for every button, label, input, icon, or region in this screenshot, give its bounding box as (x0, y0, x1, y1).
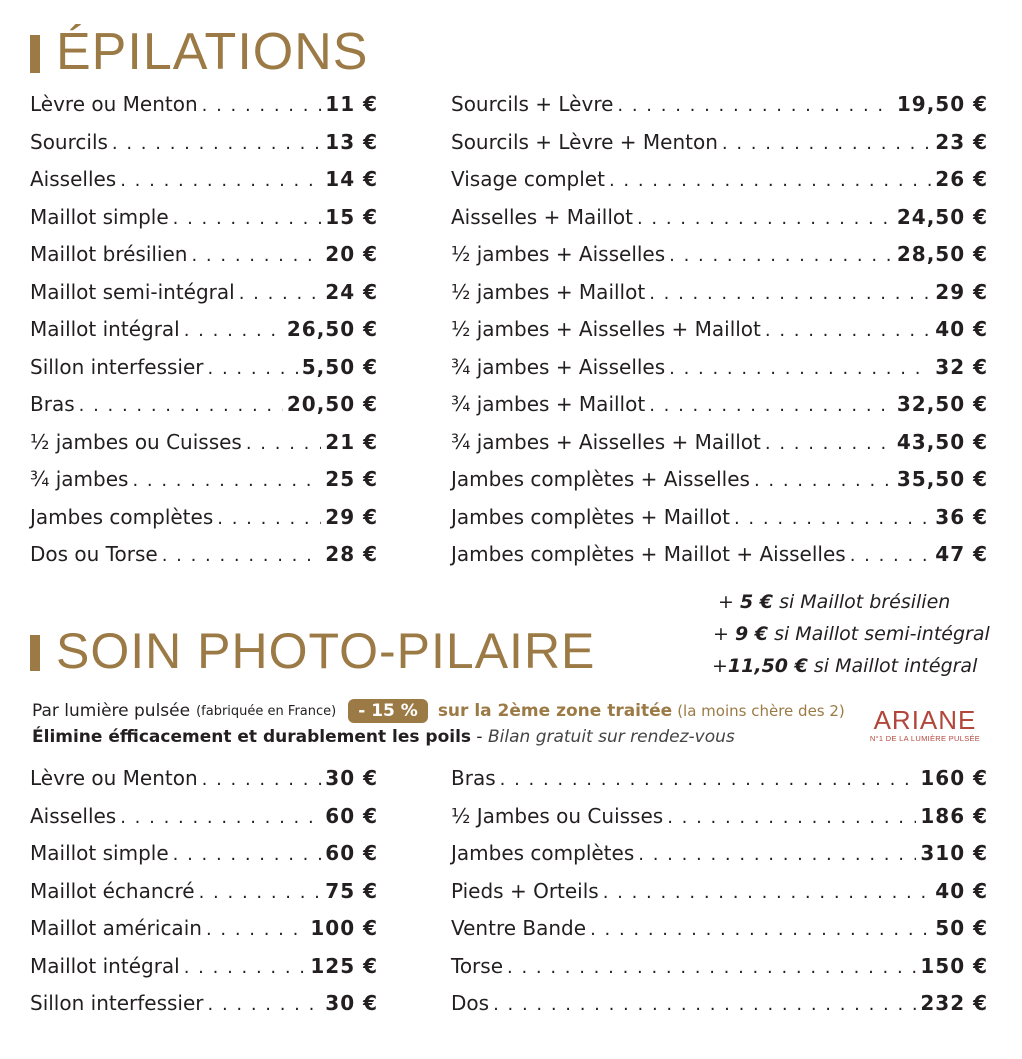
supplement-prefix: + (712, 655, 728, 677)
service-price: 20,50 € (286, 392, 378, 416)
service-price: 28,50 € (896, 242, 988, 266)
service-label: ½ jambes + Maillot (451, 279, 646, 304)
price-row (30, 130, 378, 168)
claim-note: Bilan gratuit sur rendez-vous (487, 727, 735, 747)
service-price: 47 € (935, 542, 988, 566)
service-price: 24,50 € (896, 204, 988, 229)
service-price: 25 € (325, 467, 378, 491)
dot-leader (603, 882, 932, 903)
service-label: Bras (30, 392, 75, 416)
dot-leader (500, 769, 917, 790)
discount-badge: - 15 % (348, 699, 428, 723)
service-price: 60 € (325, 803, 378, 828)
epilations-price-list-right (451, 92, 988, 580)
service-label: ¾ jambes + Maillot (451, 392, 646, 416)
service-label: Aisselles (30, 803, 117, 828)
price-row (451, 167, 988, 205)
service-price: 14 € (325, 167, 378, 191)
price-row (30, 467, 378, 505)
service-label: Sourcils + Lèvre + Menton (451, 129, 718, 154)
service-price: 28 € (325, 542, 378, 566)
service-price: 5,50 € (301, 354, 378, 379)
service-price: 60 € (325, 841, 378, 865)
price-row (30, 205, 378, 243)
service-price: 11 € (325, 92, 378, 116)
service-label: Jambes complètes + Maillot (451, 504, 730, 529)
price-row (451, 766, 988, 804)
service-label: Lèvre ou Menton (30, 92, 198, 116)
service-price: 310 € (920, 841, 988, 865)
service-label: Sourcils + Lèvre (451, 92, 614, 116)
dot-leader (765, 320, 931, 341)
service-price: 40 € (935, 317, 988, 341)
service-price: 26 € (935, 167, 988, 191)
price-row (30, 542, 378, 580)
price-row (451, 430, 988, 468)
service-label: ½ jambes ou Cuisses (30, 429, 242, 454)
service-label: Sillon interfessier (30, 991, 204, 1015)
service-label: Maillot intégral (30, 953, 180, 978)
supplement-amount: 9 € (734, 623, 769, 645)
dot-leader (199, 882, 322, 903)
dot-leader (202, 95, 322, 116)
service-label: Aisselles + Maillot (451, 204, 633, 229)
supplement-prefix: + (713, 623, 735, 645)
dot-leader (649, 283, 931, 304)
dot-leader (173, 844, 322, 865)
price-row (451, 954, 988, 992)
price-row (30, 841, 378, 879)
offer-note: (la moins chère des 2) (677, 702, 845, 720)
dot-leader (754, 470, 893, 491)
dot-leader (173, 208, 322, 229)
price-row (451, 991, 988, 1029)
price-row (30, 879, 378, 917)
service-price: 26,50 € (286, 317, 378, 341)
dot-leader (669, 245, 893, 266)
service-label: Maillot simple (30, 204, 169, 229)
service-label: Jambes complètes (451, 841, 635, 865)
price-row (451, 130, 988, 168)
supplement-amount: 11,50 € (727, 655, 808, 677)
service-label: Aisselles (30, 167, 117, 191)
service-label: Maillot simple (30, 841, 169, 865)
title-bar-decoration (30, 35, 40, 73)
service-price: 19,50 € (896, 92, 988, 116)
dot-leader (120, 807, 321, 828)
price-row (451, 879, 988, 917)
dot-leader (765, 433, 893, 454)
price-row (30, 355, 378, 393)
service-label: ½ Jambes ou Cuisses (451, 803, 664, 828)
dot-leader (120, 170, 321, 191)
price-row (30, 766, 378, 804)
service-label: Sillon interfessier (30, 354, 204, 379)
service-label: Maillot semi-intégral (30, 279, 235, 304)
service-label: ¾ jambes + Aisselles + Maillot (451, 429, 761, 454)
dot-leader (132, 470, 321, 491)
service-price: 30 € (325, 766, 378, 790)
price-row (451, 317, 988, 355)
service-price: 23 € (935, 129, 988, 154)
dot-leader (850, 545, 932, 566)
dot-leader (590, 919, 931, 940)
service-price: 35,50 € (896, 467, 988, 491)
price-row (451, 205, 988, 243)
price-row (30, 505, 378, 543)
dot-leader (667, 807, 916, 828)
dot-leader (617, 95, 892, 116)
service-label: Bras (451, 766, 496, 790)
dot-leader (637, 208, 893, 229)
claim-separator: - (471, 727, 488, 747)
service-label: Maillot américain (30, 916, 202, 940)
claim-text: Élimine éfficacement et durablement les poils (32, 727, 472, 747)
service-price: 160 € (920, 766, 988, 790)
supplement-line (700, 650, 990, 682)
service-label: Ventre Bande (451, 916, 587, 940)
supplement-amount: 5 € (739, 591, 774, 613)
service-price: 21 € (325, 429, 378, 454)
price-row (451, 392, 988, 430)
service-price: 100 € (310, 916, 378, 940)
price-row (30, 317, 378, 355)
service-price: 43,50 € (896, 429, 988, 454)
service-price: 13 € (325, 129, 378, 154)
supplement-text: si Maillot semi-intégral (768, 623, 990, 645)
price-row (451, 542, 988, 580)
price-row (451, 916, 988, 954)
service-label: Dos ou Torse (30, 542, 158, 566)
service-price: 232 € (920, 991, 988, 1015)
service-price: 29 € (325, 504, 378, 529)
dot-leader (206, 919, 306, 940)
price-row (30, 430, 378, 468)
dot-leader (669, 358, 931, 379)
service-label: Maillot intégral (30, 317, 180, 341)
service-price: 75 € (325, 878, 378, 903)
dot-leader (734, 508, 931, 529)
offer-text: sur la 2ème zone traitée (437, 701, 673, 721)
price-row (451, 355, 988, 393)
service-price: 40 € (935, 878, 988, 903)
price-row (451, 92, 988, 130)
offer-line (32, 697, 872, 725)
price-row (451, 841, 988, 879)
service-label: ¾ jambes + Aisselles (451, 354, 666, 379)
photo-pilaire-info (32, 697, 872, 747)
price-row (451, 242, 988, 280)
service-price: 24 € (325, 279, 378, 304)
service-price: 15 € (325, 204, 378, 229)
price-row (30, 916, 378, 954)
service-label: Jambes complètes + Aisselles (451, 467, 750, 491)
supplement-text: si Maillot brésilien (773, 591, 951, 613)
price-row (30, 280, 378, 318)
dot-leader (638, 844, 916, 865)
dot-leader (112, 133, 321, 154)
dot-leader (722, 133, 931, 154)
service-price: 36 € (935, 504, 988, 529)
supplement-prefix: + (718, 591, 740, 613)
dot-leader (208, 358, 298, 379)
service-price: 50 € (935, 916, 988, 940)
maillot-supplements (700, 586, 990, 682)
brand-name: ARIANE (873, 705, 977, 735)
dot-leader (246, 433, 321, 454)
price-row (30, 804, 378, 842)
service-price: 29 € (935, 279, 988, 304)
dot-leader (162, 545, 322, 566)
service-price: 150 € (920, 953, 988, 978)
service-label: Dos (451, 991, 490, 1015)
service-label: Sourcils (30, 129, 108, 154)
service-label: ½ jambes + Aisselles (451, 242, 666, 266)
price-row (451, 505, 988, 543)
dot-leader (493, 994, 916, 1015)
service-label: Maillot échancré (30, 878, 195, 903)
price-row (30, 92, 378, 130)
dot-leader (184, 320, 283, 341)
title-bar-decoration (30, 635, 40, 671)
service-price: 32 € (935, 354, 988, 379)
claim-line (32, 727, 872, 747)
dot-leader (208, 994, 322, 1015)
price-row (30, 242, 378, 280)
photo-pilaire-title-text: SOIN PHOTO-PILAIRE (56, 623, 596, 679)
photo-pilaire-price-list-left (30, 766, 378, 1029)
dot-leader (239, 283, 322, 304)
epilations-title-text: ÉPILATIONS (56, 23, 369, 81)
photo-pilaire-title (30, 622, 595, 680)
service-price: 20 € (325, 242, 378, 266)
price-row (451, 280, 988, 318)
dot-leader (609, 170, 931, 191)
price-row (451, 467, 988, 505)
supplement-line (700, 586, 990, 618)
price-row (451, 804, 988, 842)
intro-small-text: (fabriquée en France) (196, 703, 337, 719)
epilations-price-list-left (30, 92, 378, 580)
dot-leader (217, 508, 321, 529)
photo-pilaire-price-list-right (451, 766, 988, 1029)
price-row (30, 392, 378, 430)
service-label: Torse (451, 953, 504, 978)
dot-leader (191, 245, 321, 266)
intro-text: Par lumière pulsée (32, 701, 191, 721)
service-label: Visage complet (451, 167, 605, 191)
price-row (30, 954, 378, 992)
ariane-logo (862, 706, 988, 744)
dot-leader (79, 395, 283, 416)
service-label: Lèvre ou Menton (30, 766, 198, 790)
service-label: ¾ jambes (30, 467, 129, 491)
supplement-text: si Maillot intégral (807, 655, 978, 677)
supplement-line (700, 618, 990, 650)
service-label: Maillot brésilien (30, 242, 188, 266)
service-price: 30 € (325, 991, 378, 1015)
service-price: 186 € (920, 803, 988, 828)
brand-tagline: N°1 DE LA LUMIÈRE PULSÉE (869, 734, 981, 743)
dot-leader (184, 957, 307, 978)
service-label: Jambes complètes (30, 504, 214, 529)
dot-leader (649, 395, 893, 416)
dot-leader (202, 769, 322, 790)
epilations-title (30, 22, 368, 82)
service-price: 125 € (310, 953, 378, 978)
dot-leader (507, 957, 916, 978)
service-label: ½ jambes + Aisselles + Maillot (451, 317, 761, 341)
price-row (30, 991, 378, 1029)
service-label: Pieds + Orteils (451, 878, 599, 903)
price-row (30, 167, 378, 205)
service-price: 32,50 € (896, 392, 988, 416)
service-label: Jambes complètes + Maillot + Aisselles (451, 542, 846, 566)
